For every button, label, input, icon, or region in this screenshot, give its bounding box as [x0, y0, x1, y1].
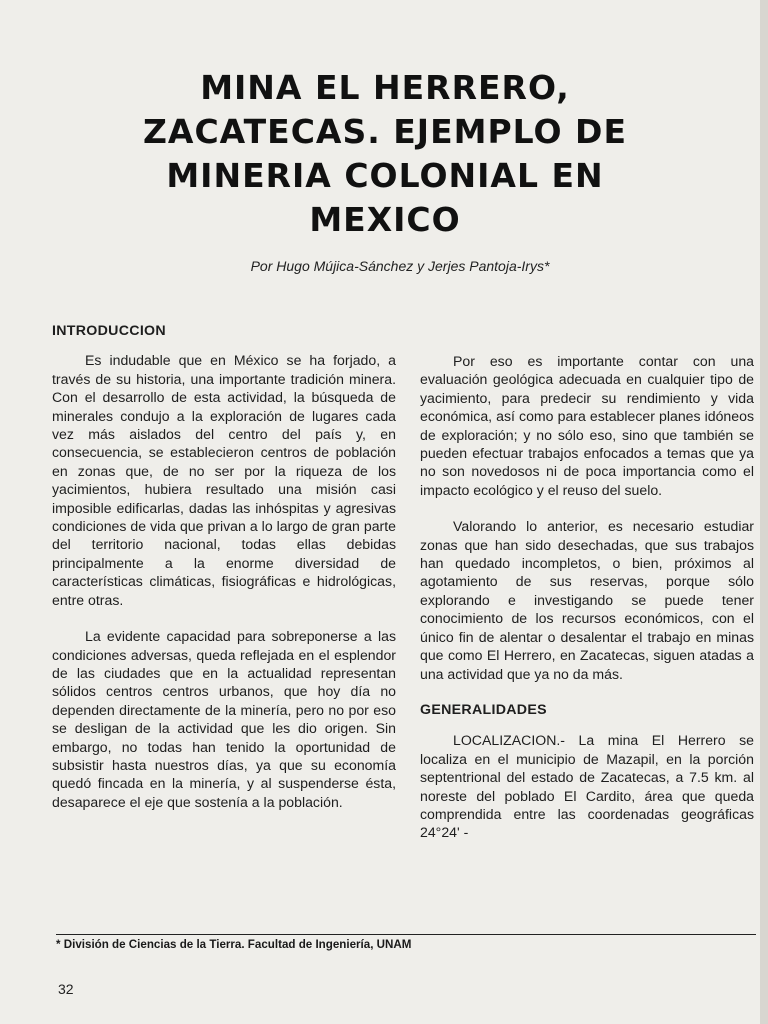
author-byline: Por Hugo Mújica-Sánchez y Jerjes Pantoja-Irys*: [250, 258, 550, 274]
title-line: MEXICO: [309, 200, 461, 240]
article-title: [90, 66, 680, 242]
paragraph: Por eso es importante contar con una evaluación geológica adecuada en cualquier tipo de yacimiento, para predecir su rendimiento y vida económica, así como para establecer planes idóneos de exploración; y no sólo eso, sino que también se pueden efectuar trabajos enfocados a temas que ya no son novedosos ni de poca importancia como el impacto ecológico y el reuso del suelo.: [420, 353, 754, 498]
paragraph: La evidente capacidad para sobreponerse a las condiciones adversas, queda reflejada en el esplendor de las ciudades que en la actualidad representan sólidos centros centros urbanos, que hoy día no dependen directamente de la minería, pero no por eso se desligan de la actividad que les dio origen. Sin embargo, no todas han tenido la oportunidad de subsistir hasta nuestros días, ya que su economía quedó fincada en la minería, y al suspenderse ésta, desaparece el eje que sostenía a la población.: [52, 628, 396, 810]
page-number: 32: [58, 981, 74, 997]
left-column: [52, 322, 396, 829]
section-heading-generalidades: GENERALIDADES: [420, 701, 547, 718]
paragraph: LOCALIZACION.- La mina El Herrero se localiza en el municipio de Mazapil, en la porción septentrional del estado de Zacatecas, a 7.5 km. al noreste del poblado El Cardito, área que queda comprendida entre las coordenadas geográficas 24°24' -: [420, 732, 754, 841]
page-edge-shadow: [760, 0, 768, 1024]
title-line: ZACATECAS. EJEMPLO DE: [143, 112, 627, 152]
title-line: MINA EL HERRERO,: [200, 68, 570, 108]
paragraph: Es indudable que en México se ha forjado, a través de su historia, una importante tradición minera. Con el desarrollo de esta actividad, la búsqueda de minerales condujo a la exploración de lugares cada vez más aislados del centro del país y, en consecuencia, se establecieron centros de población en zonas que, de no ser por la riqueza de los yacimientos, hubiera resultado una misión casi imposible edificarlas, dadas las inhóspitas y agresivas condiciones de vida que privan a lo largo de gran parte del territorio nacional, todas ellas debidas principalmente a la enorme diversidad de características climáticas, fisiográficas e hidrológicas, entre otras.: [52, 352, 396, 608]
footnote: * División de Ciencias de la Tierra. Facultad de Ingeniería, UNAM: [56, 934, 756, 951]
title-line: MINERIA COLONIAL EN: [166, 156, 604, 196]
right-column: [420, 352, 754, 842]
section-heading-introduccion: INTRODUCCION: [52, 323, 166, 339]
paragraph: Valorando lo anterior, es necesario estudiar zonas que han sido desechadas, que sus trabajos han quedado incompletos, o bien, próximos al agotamiento de sus reservas, porque sólo explorando e investigando se puede tener conocimiento de los recursos económicos, con el único fin de alentar o desalentar el trabajo en minas que como El Herrero, en Zacatecas, siguen atadas a una actividad que ya no da más.: [420, 518, 754, 682]
